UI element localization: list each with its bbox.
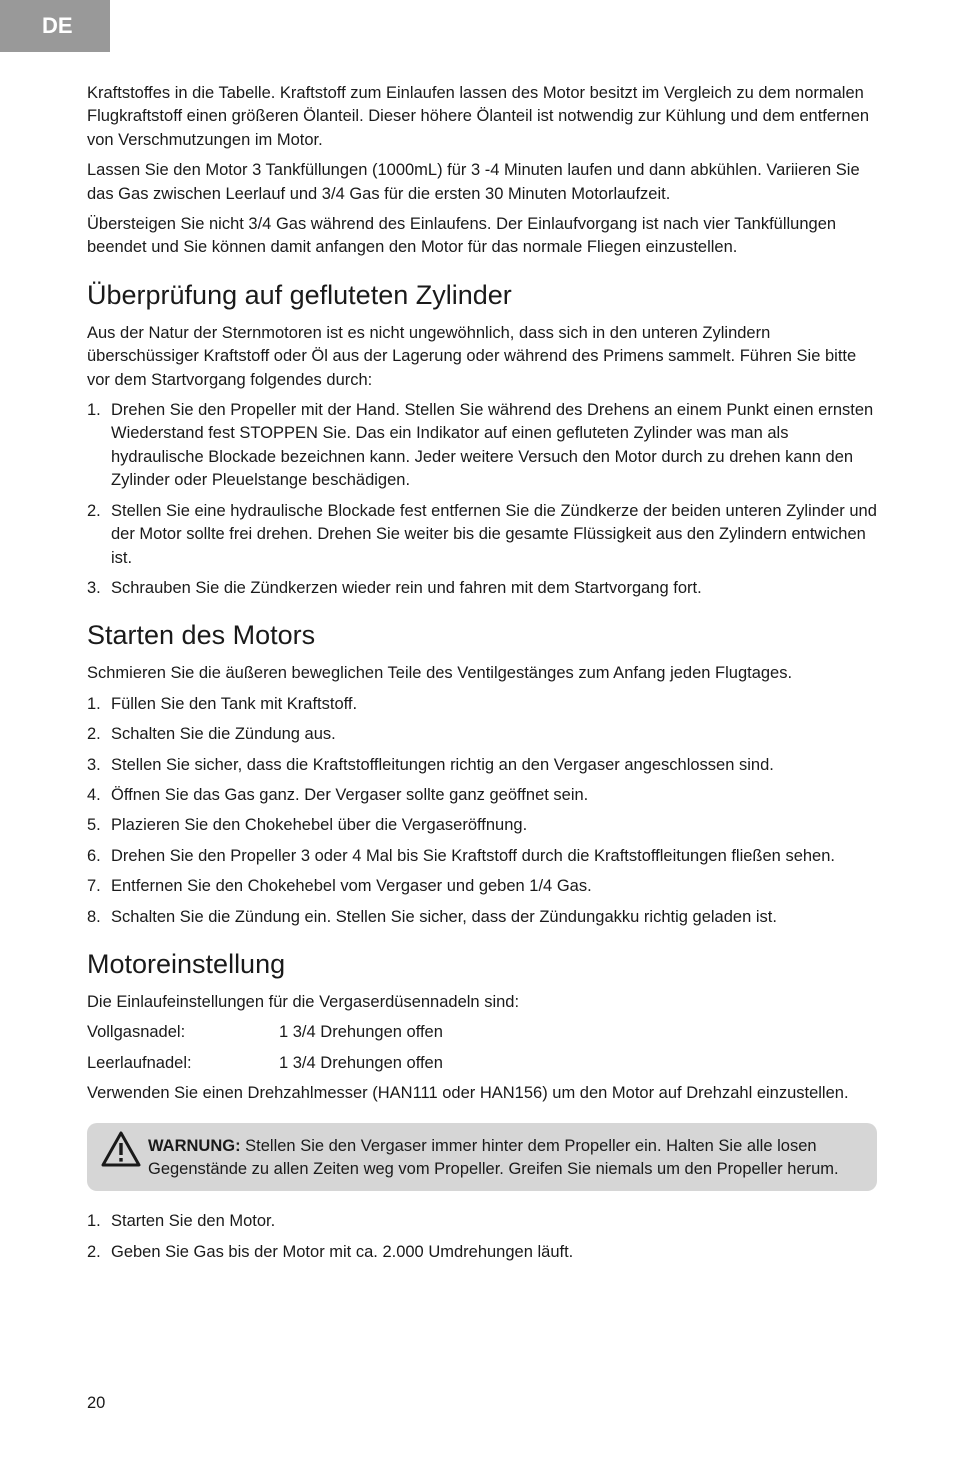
warning-label: WARNUNG: <box>148 1136 241 1155</box>
list-item <box>87 1241 877 1264</box>
list-item <box>87 845 877 868</box>
setting-label: Vollgasnadel: <box>87 1023 186 1042</box>
warning-text <box>148 1135 863 1182</box>
list-item <box>87 693 877 716</box>
section3-note: Verwenden Sie einen Drehzahlmesser (HAN111 oder HAN156) um den Motor auf Drehzahl einzustellen. <box>87 1084 849 1103</box>
list-text: Geben Sie Gas bis der Motor mit ca. 2.000 Umdrehungen läuft. <box>111 1242 574 1261</box>
setting-value: 1 3/4 Drehungen offen <box>279 1023 443 1042</box>
list-text: Starten Sie den Motor. <box>111 1212 276 1231</box>
warning-body: Stellen Sie den Vergaser immer hinter dem Propeller ein. Halten Sie alle losen Gegenstände zu allen Zeiten weg vom Propeller. Greifen Sie niemals um den Propeller herum. <box>148 1136 839 1178</box>
list-text: Drehen Sie den Propeller 3 oder 4 Mal bis Sie Kraftstoff durch die Kraftstoffleitungen fließen sehen. <box>111 846 835 865</box>
list-number: 1. <box>87 694 101 713</box>
list-item <box>87 814 877 837</box>
list-item <box>87 875 877 898</box>
list-item <box>87 754 877 777</box>
list-number: 8. <box>87 907 101 926</box>
list-item <box>87 577 877 600</box>
list-number: 1. <box>87 401 101 420</box>
list-text: Stellen Sie sicher, dass die Kraftstoffleitungen richtig an den Vergaser angeschlossen sind. <box>111 755 774 774</box>
list-item <box>87 784 877 807</box>
list-number: 1. <box>87 1212 101 1231</box>
section3-intro: Die Einlaufeinstellungen für die Vergaserdüsennadeln sind: <box>87 992 520 1011</box>
language-tab: DE <box>0 0 110 52</box>
setting-row-full-throttle <box>87 1021 877 1044</box>
page-number: 20 <box>87 1394 106 1412</box>
list-number: 4. <box>87 785 101 804</box>
list-item <box>87 906 877 929</box>
intro-paragraph-1: Kraftstoffes in die Tabelle. Kraftstoff zum Einlaufen lassen des Motor besitzt im Vergleich zu dem normalen Flugkraftstoff einen größeren Ölanteil. Dieser höhere Ölanteil ist notwendig zur Kühlung und dem entfernen von Verschmutzungen im Motor. <box>87 84 870 149</box>
section-heading-engine-tuning: Motoreinstellung <box>87 948 286 979</box>
list-number: 5. <box>87 816 101 835</box>
list-number: 2. <box>87 725 101 744</box>
section-heading-starting-engine: Starten des Motors <box>87 620 316 651</box>
section2-steps <box>87 693 877 929</box>
setting-row-idle <box>87 1052 877 1075</box>
list-item <box>87 399 877 493</box>
list-text: Schalten Sie die Zündung ein. Stellen Sie sicher, dass der Zündungakku richtig geladen ist. <box>111 907 777 926</box>
intro-paragraph-2: Lassen Sie den Motor 3 Tankfüllungen (1000mL) für 3 -4 Minuten laufen und dann abkühlen. Variieren Sie das Gas zwischen Leerlauf und 3/4 Gas für die ersten 30 Minuten Motorlaufzeit. <box>87 161 860 203</box>
list-text: Stellen Sie eine hydraulische Blockade fest entfernen Sie die Zündkerze der beiden unteren Zylinder und der Motor sollte frei drehen. Drehen Sie weiter bis die gesamte Flüssigkeit aus den Zylindern entwichen ist. <box>111 501 877 567</box>
warning-triangle-icon <box>101 1131 141 1167</box>
list-number: 6. <box>87 846 101 865</box>
list-number: 7. <box>87 877 101 896</box>
section1-steps <box>87 399 877 600</box>
list-text: Entfernen Sie den Chokehebel vom Vergaser und geben 1/4 Gas. <box>111 877 592 896</box>
section-heading-flooded-cylinder: Überprüfung auf gefluteten Zylinder <box>87 279 512 310</box>
list-number: 3. <box>87 578 101 597</box>
setting-label: Leerlaufnadel: <box>87 1053 192 1072</box>
list-text: Drehen Sie den Propeller mit der Hand. Stellen Sie während des Drehens an einem Punkt einen ernsten Wiederstand fest STOPPEN Sie. Das ein Indikator auf einen gefluteten Zylinder was man als hydraulische Blockade bezeichnen kann. Jeder weitere Versuch den Motor durch zu drehen kann den Zylinder oder Pleuelstange beschädigen. <box>111 401 874 490</box>
list-number: 2. <box>87 501 101 520</box>
section1-intro: Aus der Natur der Sternmotoren ist es nicht ungewöhnlich, dass sich in den unteren Zylindern überschüssiger Kraftstoff oder Öl aus der Lagerung oder während des Primens sammelt. Führen Sie bitte vor dem Startvorgang folgendes durch: <box>87 323 857 389</box>
setting-value: 1 3/4 Drehungen offen <box>279 1053 443 1072</box>
warning-box <box>87 1123 877 1192</box>
list-number: 3. <box>87 755 101 774</box>
intro-paragraph-3: Übersteigen Sie nicht 3/4 Gas während des Einlaufens. Der Einlaufvorgang ist nach vier Tankfüllungen beendet und Sie können damit anfangen den Motor für das normale Fliegen einzustellen. <box>87 215 837 257</box>
list-text: Füllen Sie den Tank mit Kraftstoff. <box>111 694 358 713</box>
list-item <box>87 723 877 746</box>
list-item <box>87 500 877 570</box>
section2-intro: Schmieren Sie die äußeren beweglichen Teile des Ventilgestänges zum Anfang jeden Flugtages. <box>87 664 793 683</box>
section3-steps <box>87 1210 877 1264</box>
list-text: Schalten Sie die Zündung aus. <box>111 725 336 744</box>
list-text: Schrauben Sie die Zündkerzen wieder rein und fahren mit dem Startvorgang fort. <box>111 578 702 597</box>
page-content <box>87 82 877 1271</box>
list-text: Öffnen Sie das Gas ganz. Der Vergaser sollte ganz geöffnet sein. <box>111 785 589 804</box>
list-number: 2. <box>87 1242 101 1261</box>
list-text: Plazieren Sie den Chokehebel über die Vergaseröffnung. <box>111 816 528 835</box>
list-item <box>87 1210 877 1233</box>
